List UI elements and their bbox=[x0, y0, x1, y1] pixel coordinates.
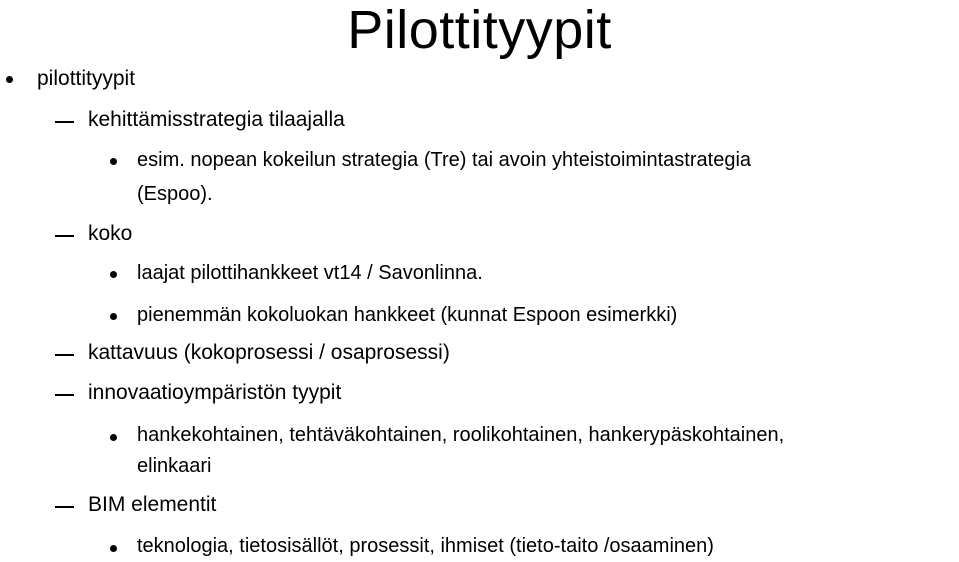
list-item-laajat: laajat pilottihankkeet vt14 / Savonlinna. bbox=[137, 262, 483, 284]
bullet-dot-icon bbox=[110, 313, 117, 320]
bullet-dot-icon bbox=[110, 434, 117, 441]
bullet-dash-icon bbox=[55, 506, 74, 508]
list-item-teknologia: teknologia, tietosisällöt, prosessit, ihmiset (tieto-taito /osaaminen) bbox=[137, 535, 714, 557]
list-item-pilottityypit: pilottityypit bbox=[37, 67, 136, 90]
bullet-dash-icon bbox=[55, 354, 74, 356]
bullet-dot-icon bbox=[110, 158, 117, 165]
bullet-dot-icon bbox=[110, 545, 117, 552]
list-item-hankekohtainen: hankekohtainen, tehtäväkohtainen, roolikohtainen, hankerypäskohtainen, bbox=[137, 424, 785, 446]
list-item-innovaatioymparisto: innovaatioympäristön tyypit bbox=[88, 381, 342, 404]
bullet-dot-icon bbox=[6, 76, 13, 83]
list-item-kehittamisstrategia: kehittämisstrategia tilaajalla bbox=[88, 108, 345, 131]
bullet-dash-icon bbox=[55, 121, 74, 123]
list-item-bim-elementit: BIM elementit bbox=[88, 493, 217, 516]
list-item-kattavuus: kattavuus (kokoprosessi / osaprosessi) bbox=[88, 341, 450, 364]
list-item-elinkaari: elinkaari bbox=[137, 455, 212, 477]
bullet-dash-icon bbox=[55, 394, 74, 396]
slide-title: Pilottityypit bbox=[347, 0, 612, 60]
list-item-pienemman: pienemmän kokoluokan hankkeet (kunnat Espoon esimerkki) bbox=[137, 304, 678, 326]
list-item-koko: koko bbox=[88, 222, 133, 245]
list-item-esim: esim. nopean kokeilun strategia (Tre) tai avoin yhteistoimintastrategia bbox=[137, 149, 752, 171]
list-item-espoo-continuation: (Espoo). bbox=[137, 183, 213, 205]
bullet-dot-icon bbox=[110, 271, 117, 278]
bullet-dash-icon bbox=[55, 235, 74, 237]
